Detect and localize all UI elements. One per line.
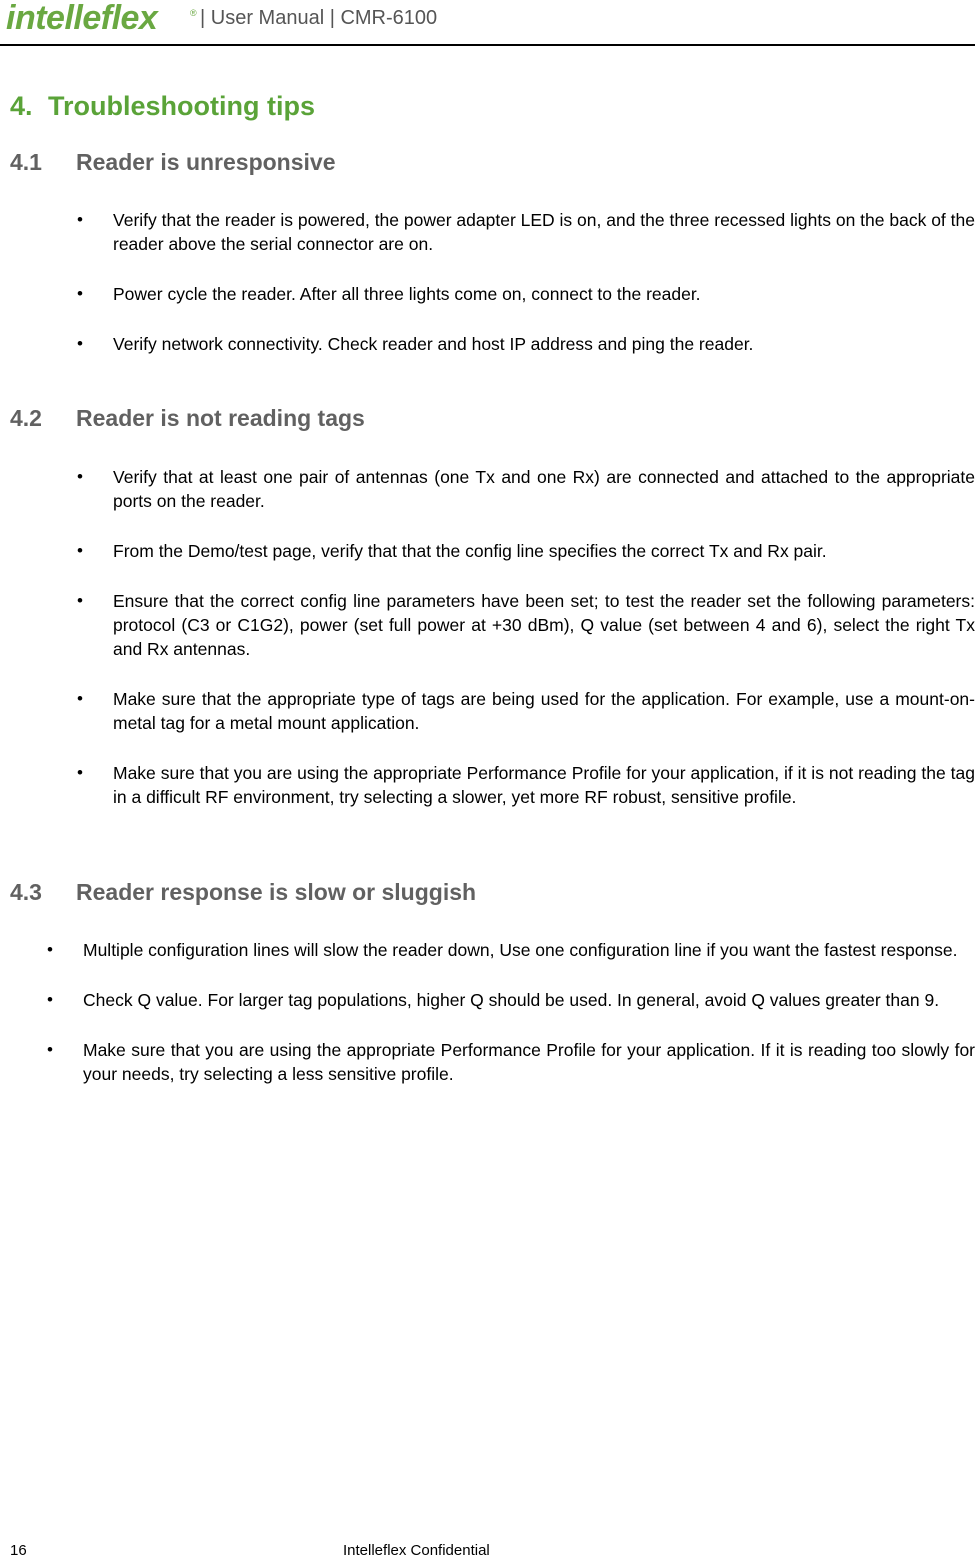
list-item-text: Make sure that you are using the appropriate Performance Profile for your application. If it is reading too slowly for your needs, try selecting a less sensitive profile. (83, 1040, 975, 1084)
section-number: 4.2 (10, 405, 42, 431)
bullet-list-4-1 (77, 208, 975, 356)
bullet-icon: • (77, 467, 83, 486)
section-title: Reader is unresponsive (76, 149, 336, 175)
section-heading-4-1 (10, 148, 336, 176)
chapter-number: 4. (10, 91, 33, 121)
chapter-heading (10, 90, 315, 122)
list-item-text: Verify that the reader is powered, the power adapter LED is on, and the three recessed lights on the back of the reader above the serial connector are on. (113, 210, 975, 254)
list-item (47, 1038, 975, 1086)
bullet-icon: • (77, 689, 83, 708)
bullet-icon: • (77, 284, 83, 303)
page-header (0, 0, 975, 46)
bullet-icon: • (77, 763, 83, 782)
list-item (47, 938, 975, 962)
list-item (77, 465, 975, 513)
bullet-icon: • (77, 541, 83, 560)
list-item (77, 687, 975, 735)
list-item-text: Make sure that you are using the appropriate Performance Profile for your application, if it is not reading the tag in a difficult RF environment, try selecting a slower, yet more RF robust, sensitive profile. (113, 763, 975, 807)
page-number: 16 (10, 1542, 27, 1559)
registered-mark: ® (190, 8, 197, 18)
list-item (47, 988, 975, 1012)
section-heading-4-2 (10, 404, 365, 432)
list-item-text: From the Demo/test page, verify that that the config line specifies the correct Tx and Rx pair. (113, 541, 827, 561)
bullet-icon: • (47, 1040, 53, 1059)
bullet-icon: • (77, 334, 83, 353)
bullet-list-4-3 (47, 938, 975, 1086)
section-number: 4.1 (10, 149, 42, 175)
section-heading-4-3 (10, 878, 476, 906)
list-item (77, 208, 975, 256)
bullet-list-4-2 (77, 465, 975, 809)
chapter-title: Troubleshooting tips (48, 91, 315, 121)
bullet-icon: • (77, 210, 83, 229)
list-item (77, 282, 975, 306)
header-divider (0, 44, 975, 46)
bullet-icon: • (47, 940, 53, 959)
list-item-text: Ensure that the correct config line parameters have been set; to test the reader set the following parameters: protocol (C3 or C1G2), power (set full power at +30 dBm), Q value (set between 4 and 6), select the right Tx and Rx antennas. (113, 591, 975, 659)
list-item-text: Multiple configuration lines will slow the reader down, Use one configuration line if you want the fastest response. (83, 940, 958, 960)
section-number: 4.3 (10, 879, 42, 905)
list-item (77, 539, 975, 563)
list-item (77, 589, 975, 661)
list-item-text: Verify that at least one pair of antennas (one Tx and one Rx) are connected and attached to the appropriate ports on the reader. (113, 467, 975, 511)
document-title: | User Manual | CMR-6100 (200, 7, 438, 29)
list-item-text: Power cycle the reader. After all three lights come on, connect to the reader. (113, 284, 701, 304)
section-title: Reader is not reading tags (76, 405, 365, 431)
list-item-text: Check Q value. For larger tag populations, higher Q should be used. In general, avoid Q values greater than 9. (83, 990, 940, 1010)
bullet-icon: • (77, 591, 83, 610)
list-item-text: Verify network connectivity. Check reader and host IP address and ping the reader. (113, 334, 754, 354)
bullet-icon: • (47, 990, 53, 1009)
confidential-notice: Intelleflex Confidential (343, 1542, 490, 1559)
list-item (77, 332, 975, 356)
list-item-text: Make sure that the appropriate type of tags are being used for the application. For example, use a mount-on-metal tag for a metal mount application. (113, 689, 975, 733)
list-item (77, 761, 975, 809)
intelleflex-logo: intelleflex (6, 0, 158, 37)
section-title: Reader response is slow or sluggish (76, 879, 477, 905)
